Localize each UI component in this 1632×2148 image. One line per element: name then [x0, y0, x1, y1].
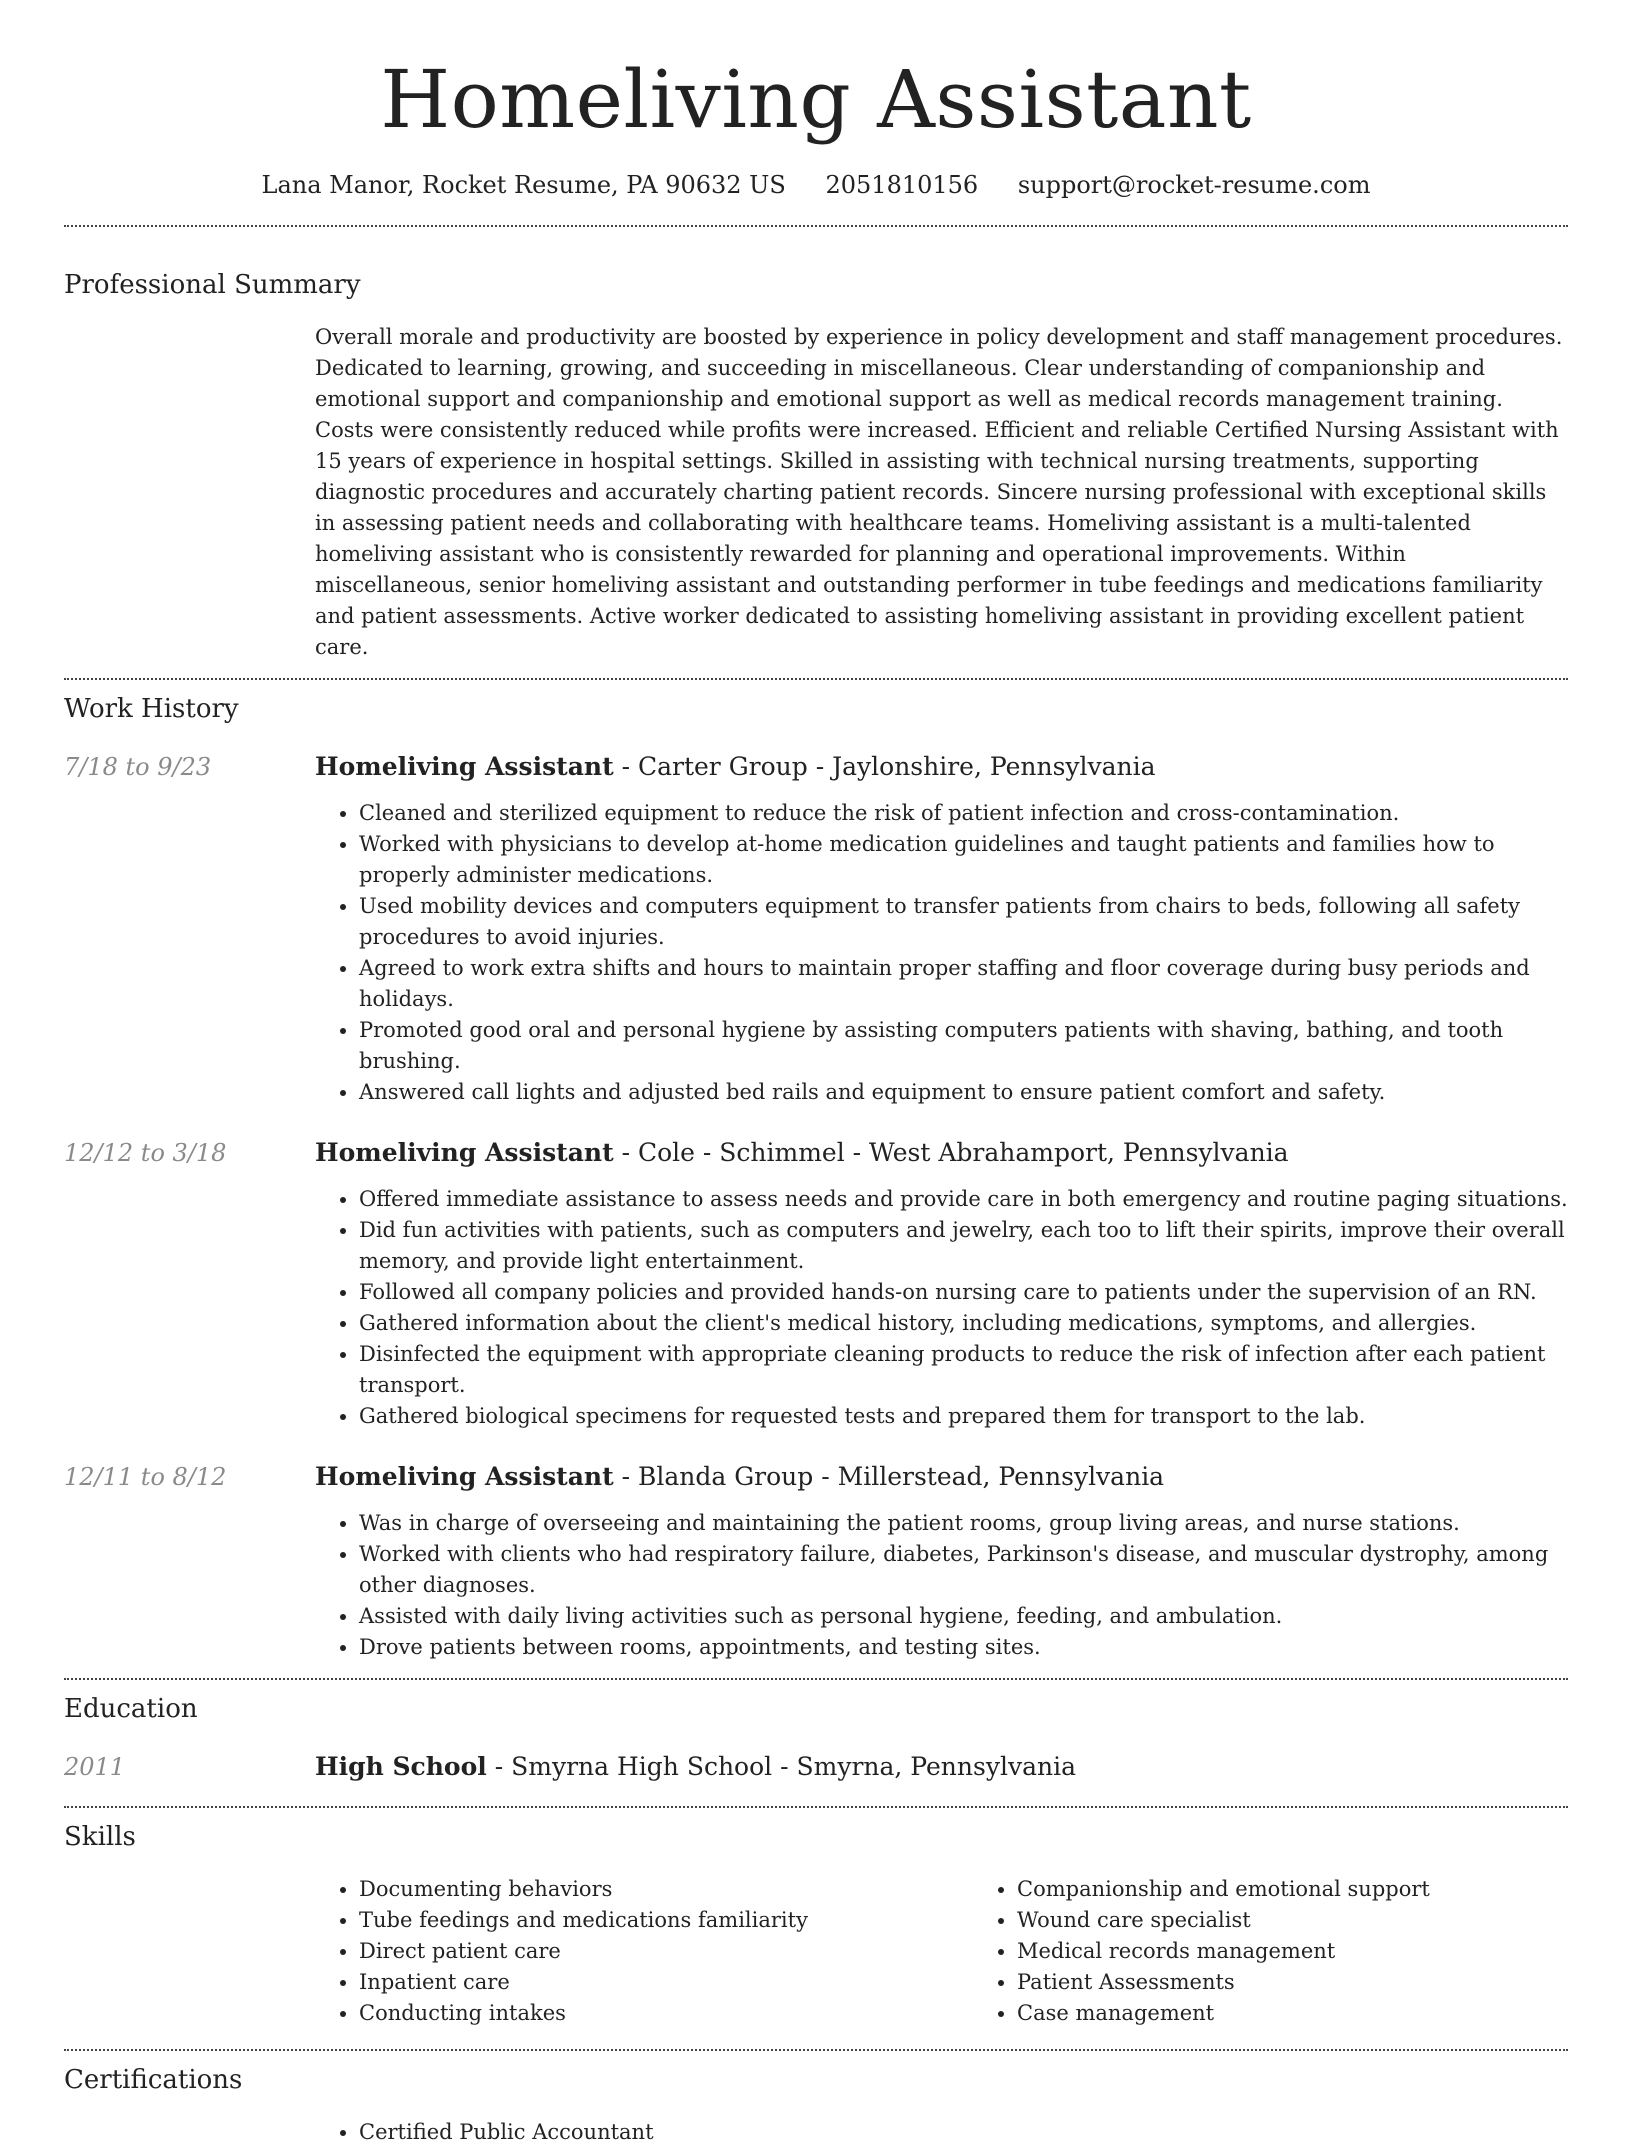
skill-item: • Direct patient care	[359, 1936, 973, 1967]
job-bullet: • Followed all company policies and provided hands-on nursing care to patients under the supervision of an RN.	[359, 1277, 1568, 1308]
section-title-certifications: Certifications	[64, 2065, 243, 2095]
skill-item: • Companionship and emotional support	[1017, 1874, 1631, 1905]
skill-item: • Conducting intakes	[359, 1998, 973, 2029]
skill-item: • Wound care specialist	[1017, 1905, 1631, 1936]
contact-email: support@rocket-resume.com	[1017, 171, 1371, 199]
job-bullet: • Cleaned and sterilized equipment to reduce the risk of patient infection and cross-contamination.	[359, 798, 1568, 829]
job-role: Homeliving Assistant	[315, 1462, 614, 1491]
job-bullet: • Worked with clients who had respiratory failure, diabetes, Parkinson's disease, and muscular dystrophy, among other diagnoses.	[359, 1539, 1568, 1601]
job-bullet: • Worked with physicians to develop at-home medication guidelines and taught patients and families how to properly administer medications.	[359, 829, 1568, 891]
skill-item: • Case management	[1017, 1998, 1631, 2029]
job-bullet: • Assisted with daily living activities such as personal hygiene, feeding, and ambulation.	[359, 1601, 1568, 1632]
job-bullets	[315, 798, 1568, 1108]
job-bullet: • Answered call lights and adjusted bed rails and equipment to ensure patient comfort and safety.	[359, 1077, 1568, 1108]
skills-section	[64, 1820, 1568, 2029]
certifications-section	[64, 2063, 1568, 2148]
summary-text: Overall morale and productivity are boosted by experience in policy development and staff management procedures. Dedicated to learning, growing, and succeeding in miscellaneous. Clear understanding of companionship and emotional support and companionship and emotional support as well as medical records management training. Costs were consistently reduced while profits were increased. Efficient and reliable Certified Nursing Assistant with 15 years of experience in hospital settings. Skilled in assisting with technical nursing treatments, supporting diagnostic procedures and accurately charting patient records. Sincere nursing professional with exceptional skills in assessing patient needs and collaborating with healthcare teams. Homeliving assistant is a multi-talented homeliving assistant who is consistently rewarded for planning and operational improvements. Within miscellaneous, senior homeliving assistant and outstanding performer in tube feedings and medications familiarity and patient assessments. Active worker dedicated to assisting homeliving assistant in providing excellent patient care.	[315, 325, 1563, 659]
skill-item: • Patient Assessments	[1017, 1967, 1631, 1998]
job-employer: - Blanda Group - Millerstead, Pennsylvania	[613, 1462, 1165, 1491]
education-year: 2011	[64, 1753, 126, 1781]
summary-section	[64, 268, 1568, 663]
job-bullet: • Gathered biological specimens for requested tests and prepared them for transport to the lab.	[359, 1401, 1568, 1432]
skill-item: • Inpatient care	[359, 1967, 973, 1998]
skill-item: • Tube feedings and medications familiarity	[359, 1905, 973, 1936]
resume-page	[64, 0, 1568, 2148]
job-entry	[64, 750, 1568, 1108]
divider	[64, 225, 1568, 227]
contact-address: Lana Manor, Rocket Resume, PA 90632 US	[261, 171, 786, 199]
education-degree: High School	[315, 1752, 487, 1781]
skills-list-left	[315, 1874, 973, 2029]
job-dates: 12/11 to 8/12	[64, 1463, 227, 1491]
job-bullet: • Promoted good oral and personal hygiene by assisting computers patients with shaving, bathing, and tooth brushing.	[359, 1015, 1568, 1077]
certification-item: • Certified Public Accountant	[359, 2117, 1568, 2148]
skills-list-right	[973, 1874, 1631, 2029]
job-title	[315, 1136, 1568, 1170]
education-section	[64, 1692, 1568, 1784]
job-bullet: • Used mobility devices and computers equipment to transfer patients from chairs to beds, following all safety procedures to avoid injuries.	[359, 891, 1568, 953]
job-role: Homeliving Assistant	[315, 1138, 614, 1167]
job-title	[315, 1460, 1568, 1494]
education-title	[315, 1750, 1568, 1784]
skill-item: • Medical records management	[1017, 1936, 1631, 1967]
section-title-work: Work History	[64, 694, 239, 724]
job-entry	[64, 1460, 1568, 1663]
skill-item: • Documenting behaviors	[359, 1874, 973, 1905]
job-bullets	[315, 1184, 1568, 1432]
job-dates: 12/12 to 3/18	[64, 1139, 227, 1167]
work-section	[64, 692, 1568, 1663]
job-entry	[64, 1136, 1568, 1432]
job-bullet: • Gathered information about the client's medical history, including medications, symptoms, and allergies.	[359, 1308, 1568, 1339]
contact-line	[64, 168, 1568, 202]
job-bullet: • Did fun activities with patients, such as computers and jewelry, each too to lift their spirits, improve their overall memory, and provide light entertainment.	[359, 1215, 1568, 1277]
contact-phone: 2051810156	[825, 171, 979, 199]
job-bullets	[315, 1508, 1568, 1663]
divider	[64, 678, 1568, 680]
section-title-education: Education	[64, 1694, 198, 1724]
education-entry	[64, 1750, 1568, 1784]
section-title-summary: Professional Summary	[64, 270, 361, 300]
job-dates: 7/18 to 9/23	[64, 753, 212, 781]
job-role: Homeliving Assistant	[315, 752, 614, 781]
job-title	[315, 750, 1568, 784]
job-bullet: • Agreed to work extra shifts and hours to maintain proper staffing and floor coverage during busy periods and holidays.	[359, 953, 1568, 1015]
job-bullet: • Offered immediate assistance to assess needs and provide care in both emergency and routine paging situations.	[359, 1184, 1568, 1215]
divider	[64, 1806, 1568, 1808]
job-bullet: • Disinfected the equipment with appropriate cleaning products to reduce the risk of infection after each patient transport.	[359, 1339, 1568, 1401]
job-employer: - Carter Group - Jaylonshire, Pennsylvania	[613, 752, 1156, 781]
divider	[64, 2049, 1568, 2051]
section-title-skills: Skills	[64, 1822, 136, 1852]
skills-grid	[315, 1874, 1568, 2029]
job-bullet: • Was in charge of overseeing and maintaining the patient rooms, group living areas, and nurse stations.	[359, 1508, 1568, 1539]
certifications-list	[315, 2117, 1568, 2148]
divider	[64, 1678, 1568, 1680]
job-employer: - Cole - Schimmel - West Abrahamport, Pennsylvania	[613, 1138, 1289, 1167]
education-school: - Smyrna High School - Smyrna, Pennsylvania	[486, 1752, 1076, 1781]
resume-name: Homeliving Assistant	[380, 53, 1252, 146]
job-bullet: • Drove patients between rooms, appointments, and testing sites.	[359, 1632, 1568, 1663]
